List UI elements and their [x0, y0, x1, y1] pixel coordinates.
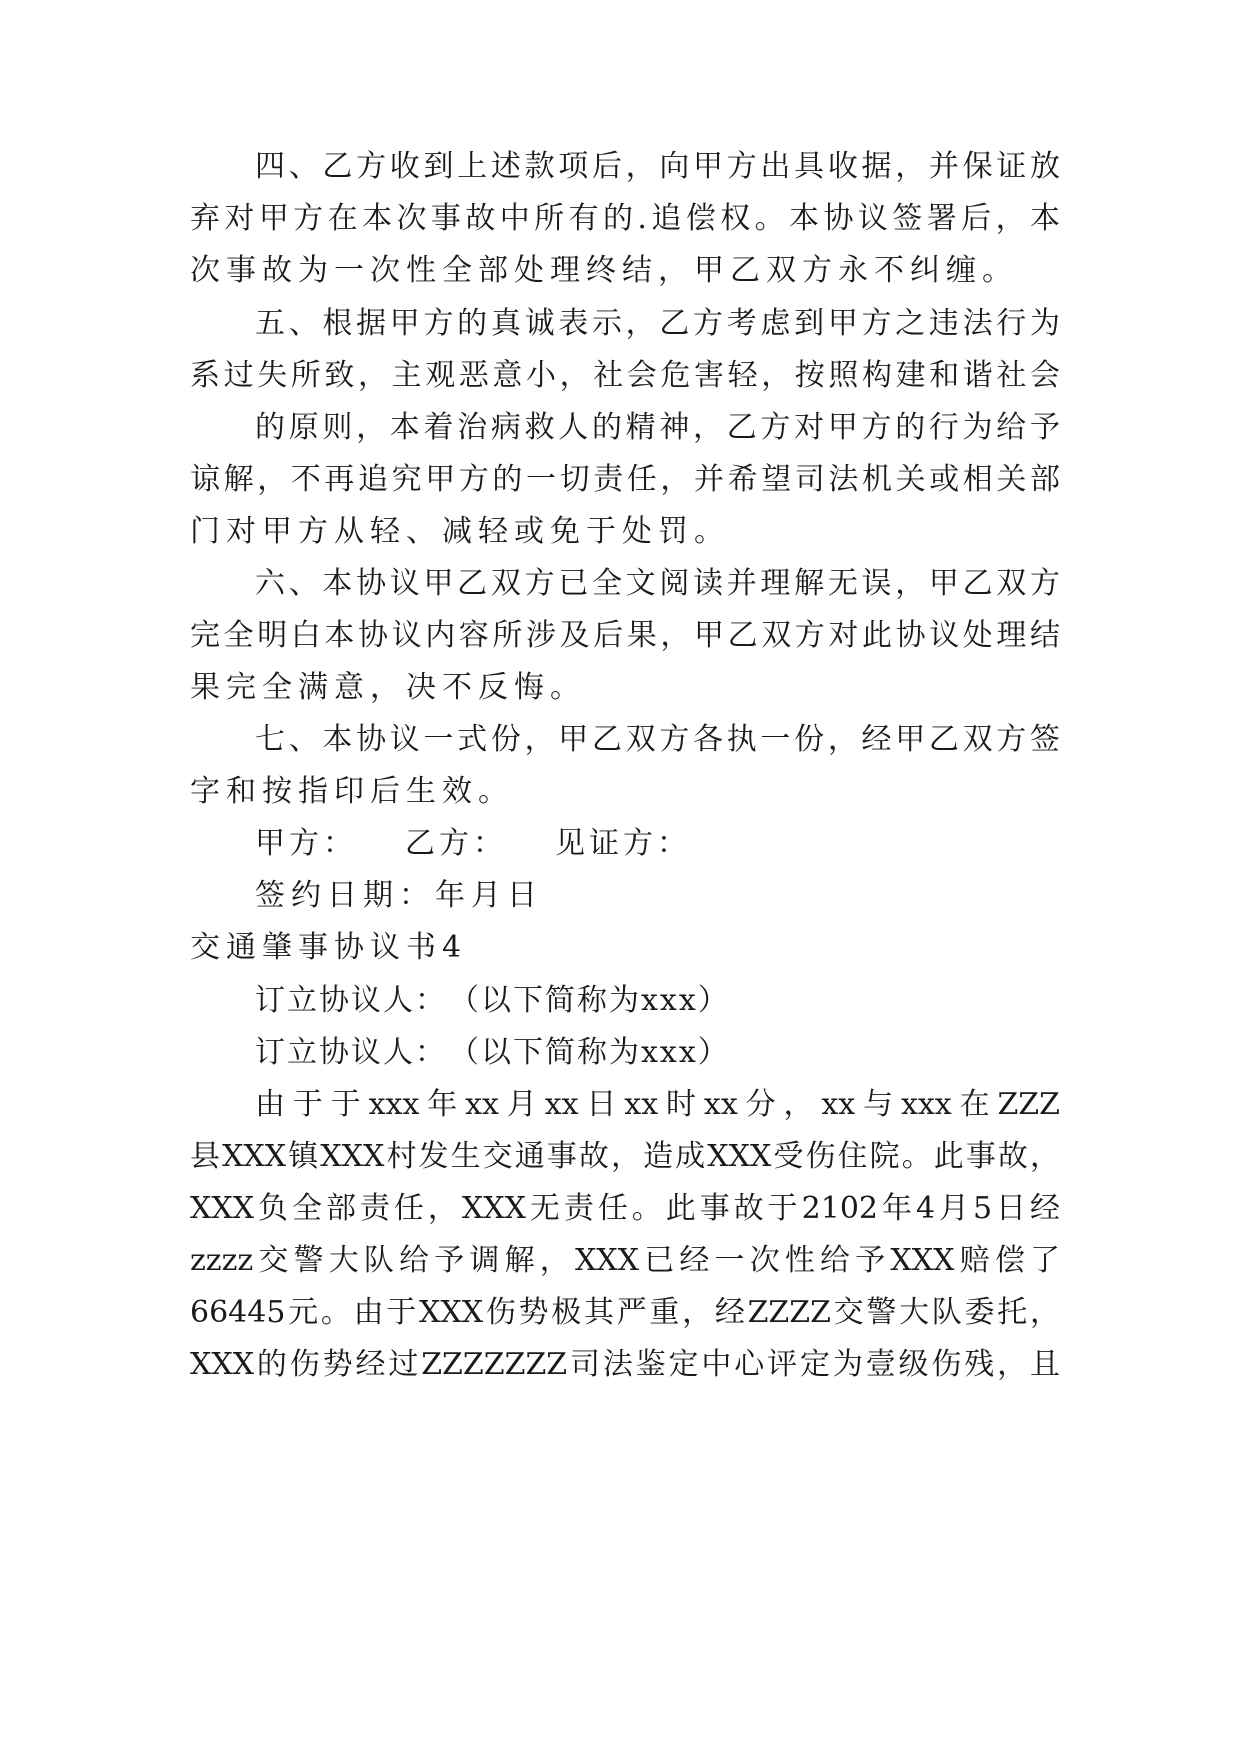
party-b-label: 乙方： [405, 826, 507, 861]
paragraph-line: 弃对甲方在本次事故中所有的.追偿权。本协议签署后，本 [190, 201, 1060, 236]
body-line: zzzz交警大队给予调解，XXX已经一次性给予XXX赔偿了 [190, 1243, 1060, 1278]
party-line: 订立协议人： （以下简称为xxx） [255, 983, 730, 1018]
paragraph-line: 谅解，不再追究甲方的一切责任，并希望司法机关或相关部 [190, 462, 1060, 497]
paragraph-line: 字和按指印后生效。 [190, 774, 514, 809]
body-line: 由于于xxx年xx月xx日xx时xx分，xx与xxx在ZZZ [255, 1087, 1060, 1122]
paragraph-line: 门对甲方从轻、减轻或免于处罚。 [190, 514, 730, 549]
party-a-label: 甲方： [255, 826, 357, 861]
section-title: 交通肇事协议书4 [190, 930, 468, 965]
paragraph-line: 的原则，本着治病救人的精神，乙方对甲方的行为给予 [255, 410, 1060, 445]
witness-label: 见证方： [555, 826, 691, 861]
body-line: 66445元。由于XXX伤势极其严重，经ZZZZ交警大队委托， [190, 1295, 1060, 1330]
paragraph-line: 果完全满意，决不反悔。 [190, 670, 586, 705]
paragraph-line: 四、乙方收到上述款项后，向甲方出具收据，并保证放 [255, 149, 1060, 184]
paragraph-line: 七、本协议一式份，甲乙双方各执一份，经甲乙双方签 [255, 722, 1060, 757]
body-line: XXX负全部责任，XXX无责任。此事故于2102年4月5日经 [190, 1191, 1060, 1226]
paragraph-line: 五、根据甲方的真诚表示，乙方考虑到甲方之违法行为 [255, 306, 1060, 341]
paragraph-line: 次事故为一次性全部处理终结，甲乙双方永不纠缠。 [190, 253, 1018, 288]
signature-line [255, 822, 1060, 866]
body-line: XXX的伤势经过ZZZZZZZ司法鉴定中心评定为壹级伤残，且 [190, 1347, 1060, 1382]
body-line: 县XXX镇XXX村发生交通事故，造成XXX受伤住院。此事故， [190, 1139, 1060, 1174]
paragraph-line: 六、本协议甲乙双方已全文阅读并理解无误，甲乙双方 [255, 566, 1060, 601]
paragraph-line: 完全明白本协议内容所涉及后果，甲乙双方对此协议处理结 [190, 618, 1060, 653]
party-line: 订立协议人： （以下简称为xxx） [255, 1035, 730, 1070]
paragraph-line: 系过失所致，主观恶意小，社会危害轻，按照构建和谐社会 [190, 358, 1060, 393]
sign-date: 签约日期：年月日 [255, 878, 543, 913]
